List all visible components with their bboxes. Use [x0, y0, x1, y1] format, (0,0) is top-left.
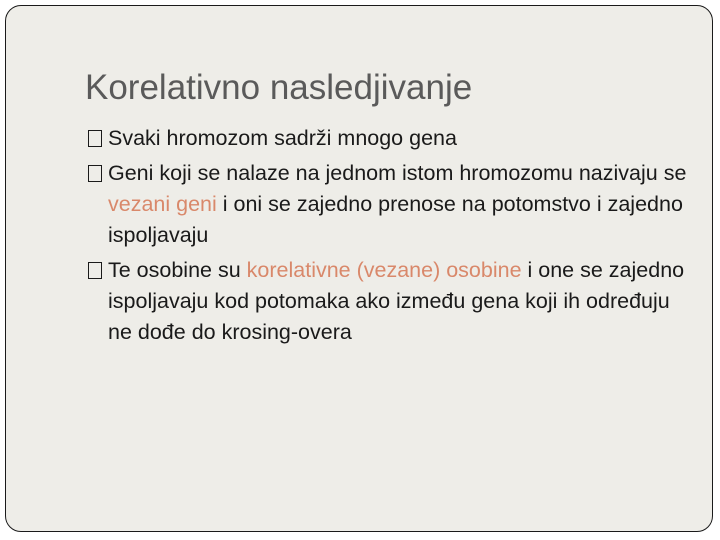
bullet-list	[88, 123, 688, 352]
square-bullet-icon	[88, 165, 102, 182]
square-bullet-icon	[88, 130, 102, 147]
bullet-text: i one se zajedno ispoljavaju kod potomaka ako između gena koji ih određuju ne dođe do krosing-overa	[108, 258, 685, 344]
square-bullet-icon	[88, 262, 102, 279]
bullet-text: i oni se zajedno prenose na potomstvo i zajedno ispoljavaju	[108, 192, 683, 247]
bullet-item-1	[88, 123, 688, 154]
slide-frame	[5, 5, 713, 532]
highlighted-term: vezani geni	[108, 192, 217, 216]
bullet-text: Geni koji se nalaze na jednom istom hromozomu nazivaju se	[108, 161, 687, 185]
bullet-text: Te osobine su	[108, 258, 247, 282]
slide-title: Korelativno nasledjivanje	[85, 68, 473, 107]
bullet-item-3	[88, 255, 688, 348]
bullet-text: Svaki hromozom sadrži mnogo gena	[108, 126, 457, 150]
bullet-item-2	[88, 158, 688, 251]
highlighted-term: korelativne (vezane) osobine	[246, 258, 522, 282]
